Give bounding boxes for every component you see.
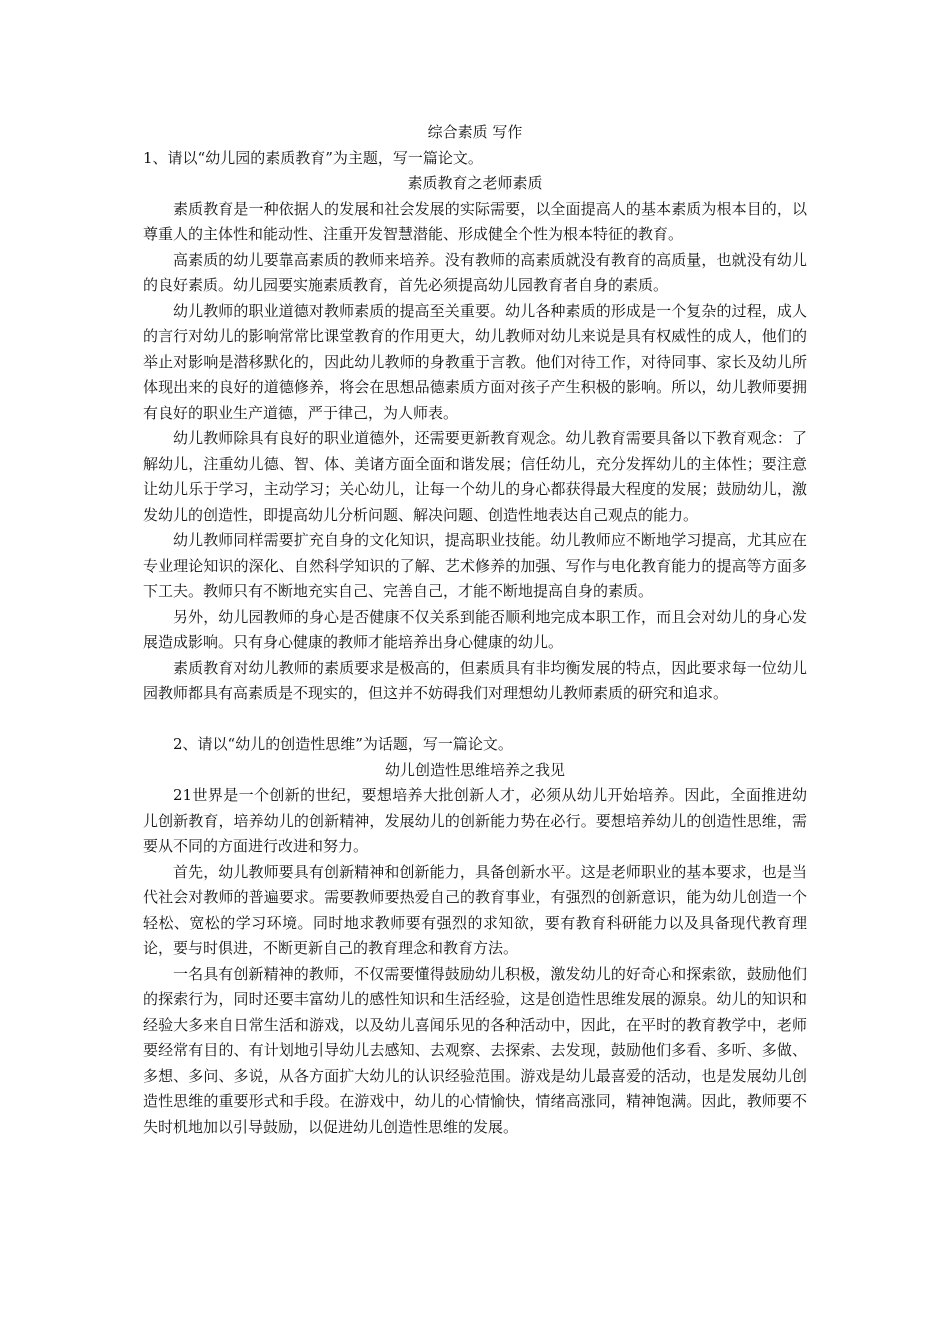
essay-1-paragraph: 幼儿教师同样需要扩充自身的文化知识，提高职业技能。幼儿教师应不断地学习提高，尤其应在专业理论知识的深化、自然科学知识的了解、艺术修养的加强、写作与电化教育能力的提高等方面多下工夫。教师只有不断地充实自己、完善自己，才能不断地提高自身的素质。	[143, 531, 807, 600]
document-title: 综合素质 写作	[427, 123, 523, 141]
essay-1-paragraph: 幼儿教师的职业道德对教师素质的提高至关重要。幼儿各种素质的形成是一个复杂的过程，成人的言行对幼儿的影响常常比课堂教育的作用更大，幼儿教师对幼儿来说是具有权威性的成人，他们的举止对影响是潜移默化的，因此幼儿教师的身教重于言教。他们对待工作，对待同事、家长及幼儿所体现出来的良好的道德修养，将会在思想品德素质方面对孩子产生积极的影响。所以，幼儿教师要拥有良好的职业生产道德，严于律己，为人师表。	[143, 301, 807, 422]
essay-2-paragraph: 21世界是一个创新的世纪，要想培养大批创新人才，必须从幼儿开始培养。因此，全面推进幼儿创新教育，培养幼儿的创新精神，发展幼儿的创新能力势在必行。要想培养幼儿的创造性思维，需要从不同的方面进行改进和努力。	[143, 786, 807, 855]
essay-2-paragraph: 一名具有创新精神的教师，不仅需要懂得鼓励幼儿积极，激发幼儿的好奇心和探索欲，鼓励他们的探索行为，同时还要丰富幼儿的感性知识和生活经验，这是创造性思维发展的源泉。幼儿的知识和经验大多来自日常生活和游戏，以及幼儿喜闻乐见的各种活动中，因此，在平时的教育教学中，老师要经常有目的、有计划地引导幼儿去感知、去观察、去探索、去发现，鼓励他们多看、多听、多做、多想、多问、多说，从各方面扩大幼儿的认识经验范围。游戏是幼儿最喜爱的活动，也是发展幼儿创造性思维的重要形式和手段。在游戏中，幼儿的心情愉快，情绪高涨同，精神饱满。因此，教师要不失时机地加以引导鼓励，以促进幼儿创造性思维的发展。	[143, 964, 807, 1136]
essay-2-title: 幼儿创造性思维培养之我见	[384, 760, 565, 779]
question-1: 1、请以“幼儿园的素质教育”为主题，写一篇论文。	[143, 148, 483, 167]
question-2: 2、请以“幼儿的创造性思维”为话题，写一篇论文。	[173, 735, 513, 753]
section-spacer	[143, 707, 807, 733]
essay-1-paragraph: 另外，幼儿园教师的身心是否健康不仅关系到能否顺利地完成本职工作，而且会对幼儿的身心发展造成影响。只有身心健康的教师才能培养出身心健康的幼儿。	[143, 607, 807, 651]
essay-1-paragraph: 幼儿教师除具有良好的职业道德外，还需要更新教育观念。幼儿教育需要具备以下教育观念：了解幼儿，注重幼儿德、智、体、美诸方面全面和谐发展；信任幼儿，充分发挥幼儿的主体性；要注意让幼儿乐于学习，主动学习；关心幼儿，让每一个幼儿的身心都获得最大程度的发展；鼓励幼儿，激发幼儿的创造性，即提高幼儿分析问题、解决问题、创造性地表达自己观点的能力。	[143, 429, 807, 524]
essay-1-paragraph: 素质教育对幼儿教师的素质要求是极高的，但素质具有非均衡发展的特点，因此要求每一位幼儿园教师都具有高素质是不现实的，但这并不妨碍我们对理想幼儿教师素质的研究和追求。	[143, 658, 807, 702]
essay-1-paragraph: 高素质的幼儿要靠高素质的教师来培养。没有教师的高素质就没有教育的高质量，也就没有幼儿的良好素质。幼儿园要实施素质教育，首先必须提高幼儿园教育者自身的素质。	[143, 250, 807, 294]
essay-2-paragraph: 首先，幼儿教师要具有创新精神和创新能力，具备创新水平。这是老师职业的基本要求，也是当代社会对教师的普遍要求。需要教师要热爱自己的教育事业，有强烈的创新意识，能为幼儿创造一个轻松、宽松的学习环境。同时地求教师要有强烈的求知欲，要有教育科研能力以及具备现代教育理论，要与时俱进，不断更新自己的教育理念和教育方法。	[143, 862, 807, 957]
essay-1-title: 素质教育之老师素质	[407, 174, 543, 192]
essay-1-paragraph: 素质教育是一种依据人的发展和社会发展的实际需要，以全面提高人的基本素质为根本目的，以尊重人的主体性和能动性、注重开发智慧潜能、形成健全个性为根本特征的教育。	[143, 199, 807, 243]
document-page	[143, 120, 807, 1140]
